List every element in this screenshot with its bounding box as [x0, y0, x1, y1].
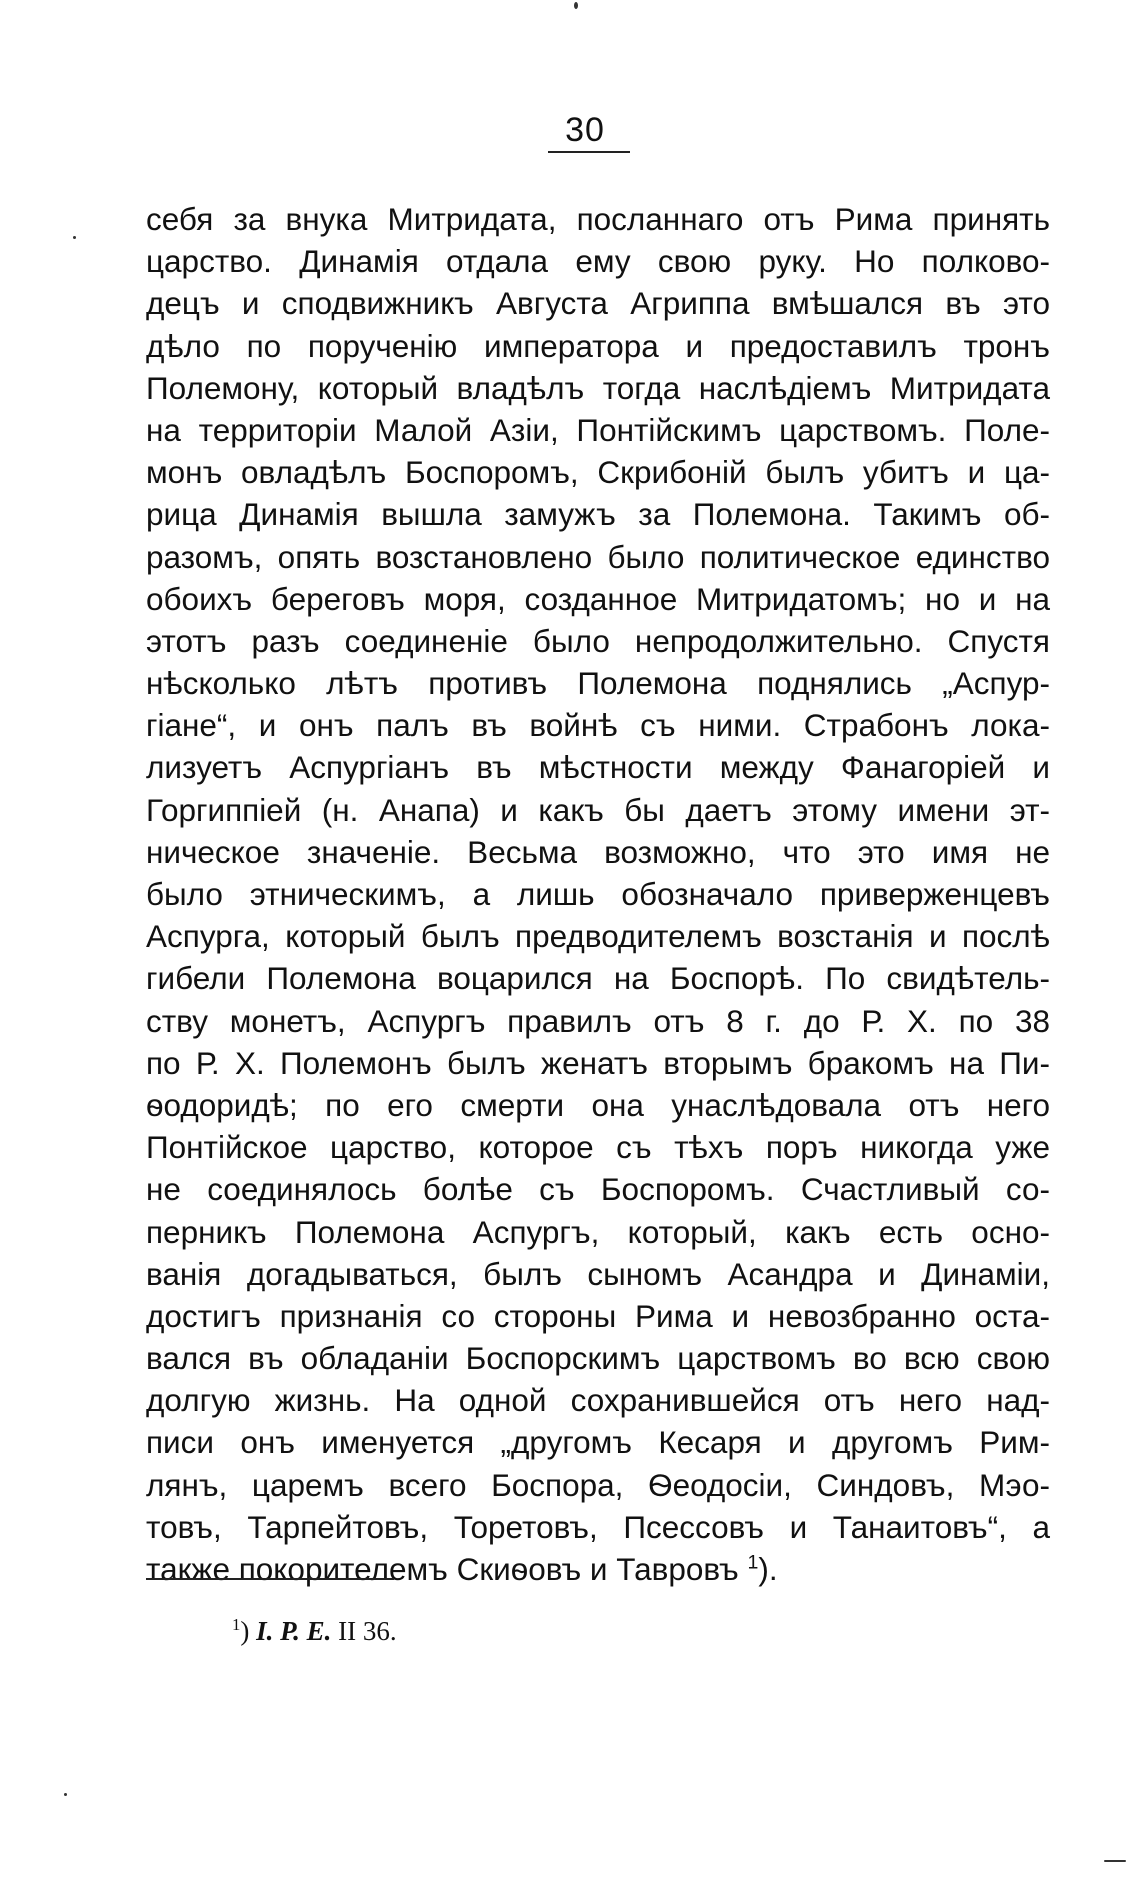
text-line-content: достигъ признанія со стороны Рима и невозбранно оста- [146, 1297, 1050, 1334]
text-line [146, 409, 1050, 451]
text-line-content: также покорителемъ Скиѳовъ и Тавровъ [146, 1551, 739, 1587]
text-line [146, 1464, 1050, 1506]
text-line [146, 915, 1050, 957]
text-line-content: на территоріи Малой Азіи, Понтійскимъ царствомъ. Поле- [146, 411, 1050, 448]
text-line-content: нѣсколько лѣтъ противъ Полемона поднялись „Аспур- [146, 665, 1050, 702]
text-line-content: этотъ разъ соединеніе было непродолжительно. Спустя [146, 622, 1050, 659]
text-line [146, 1295, 1050, 1337]
text-line [146, 746, 1050, 788]
scan-speck [73, 236, 76, 239]
text-line-content: рица Динамія вышла замужъ за Полемона. Такимъ об- [146, 496, 1050, 533]
text-line [146, 282, 1050, 324]
text-line-content: себя за внука Митридата, посланнаго отъ Рима принять [146, 201, 1050, 237]
text-line [146, 1337, 1050, 1379]
text-line [146, 831, 1050, 873]
text-line [146, 1084, 1050, 1126]
footnote-reference[interactable]: 1 [747, 1551, 759, 1574]
text-line-content: писи онъ именуется „другомъ Кесаря и другомъ Рим- [146, 1424, 1050, 1461]
text-line-content: обоихъ береговъ моря, созданное Митридатомъ; но и на [146, 580, 1050, 617]
footnote-location: II 36. [338, 1616, 397, 1646]
text-line-content: долгую жизнь. На одной сохранившейся отъ него над- [146, 1382, 1050, 1419]
text-line-content: ванія догадываться, былъ сыномъ Асандра и Динаміи, [146, 1255, 1050, 1292]
text-line [146, 1506, 1050, 1548]
page-number-underline [548, 151, 630, 153]
text-line-content: гибели Полемона воцарился на Боспорѣ. По свидѣтель- [146, 960, 1050, 997]
line-tail: ). [758, 1551, 778, 1587]
text-line [146, 704, 1050, 746]
footnote-source: I. P. E. [256, 1616, 332, 1646]
scan-speck [64, 1793, 67, 1796]
text-line-content: ству монетъ, Аспургъ правилъ отъ 8 г. до Р. Х. по 38 [146, 1002, 1050, 1039]
text-line-content: вался въ обладаніи Боспорскимъ царствомъ во всю свою [146, 1340, 1050, 1377]
text-line-content: ническое значеніе. Весьма возможно, что это имя не [146, 833, 1050, 870]
text-line [146, 873, 1050, 915]
text-line [146, 620, 1050, 662]
text-line-content: ѳодоридѣ; по его смерти она унаслѣдовала отъ него [146, 1086, 1050, 1123]
text-line [146, 198, 1050, 240]
text-line-content: Аспурга, который былъ предводителемъ возстанія и послѣ [146, 918, 1050, 955]
text-line-content: перникъ Полемона Аспургъ, который, какъ есть осно- [146, 1213, 1050, 1250]
text-line-content: гіане“, и онъ палъ въ войнѣ съ ними. Страбонъ лока- [146, 707, 1050, 744]
footnote-marker-paren: ) [240, 1616, 250, 1646]
text-line-content: монъ овладѣлъ Боспоромъ, Скрибоній былъ убитъ и ца- [146, 454, 1050, 491]
text-line [146, 1253, 1050, 1295]
footnote-marker: 1 [232, 1615, 241, 1634]
text-line [146, 789, 1050, 831]
text-line [146, 578, 1050, 620]
text-line-content: Горгиппіей (н. Анапа) и какъ бы даетъ этому имени эт- [146, 791, 1050, 828]
text-line [146, 536, 1050, 578]
text-line-content: было этническимъ, а лишь обозначало приверженцевъ [146, 876, 1050, 912]
body-text [146, 198, 1050, 1590]
text-line [146, 957, 1050, 999]
text-line-content: товъ, Тарпейтовъ, Торетовъ, Псессовъ и Танаитовъ“, а [146, 1508, 1050, 1545]
text-line-content: лизуетъ Аспургіанъ въ мѣстности между Фанагоріей и [146, 749, 1050, 786]
text-line [146, 325, 1050, 367]
text-line [146, 1042, 1050, 1084]
text-line [146, 1421, 1050, 1463]
text-line-content: децъ и сподвижникъ Августа Агриппа вмѣшался въ это [146, 285, 1050, 322]
text-line-content: разомъ, опять возстановлено было политическое единство [146, 538, 1050, 575]
page-number: 30 [565, 111, 605, 149]
text-line [146, 1379, 1050, 1421]
text-line-content: по Р. Х. Полемонъ былъ женатъ вторымъ бракомъ на Пи- [146, 1044, 1050, 1081]
text-line [146, 662, 1050, 704]
scan-speck [1104, 1860, 1126, 1862]
footnote-separator [146, 1578, 394, 1580]
scan-speck [574, 2, 578, 9]
text-line-content: не соединялось болѣе съ Боспоромъ. Счастливый со- [146, 1171, 1050, 1208]
text-line [146, 1126, 1050, 1168]
text-line [146, 1000, 1050, 1042]
text-line [146, 240, 1050, 282]
text-line-content: Полемону, который владѣлъ тогда наслѣдіемъ Митридата [146, 369, 1050, 406]
text-line-content: царство. Динамія отдала ему свою руку. Но полково- [146, 243, 1050, 280]
text-line [146, 1168, 1050, 1210]
text-line-content: дѣло по порученію императора и предоставилъ тронъ [146, 327, 1050, 364]
text-line [146, 1211, 1050, 1253]
text-line [146, 1548, 1050, 1590]
text-line [146, 367, 1050, 409]
text-line-content: Понтійское царство, которое съ тѣхъ поръ никогда уже [146, 1129, 1050, 1166]
footnote [232, 1614, 397, 1648]
text-line [146, 493, 1050, 535]
text-line [146, 451, 1050, 493]
text-line-content: лянъ, царемъ всего Боспора, Ѳеодосіи, Синдовъ, Мэо- [146, 1466, 1050, 1503]
